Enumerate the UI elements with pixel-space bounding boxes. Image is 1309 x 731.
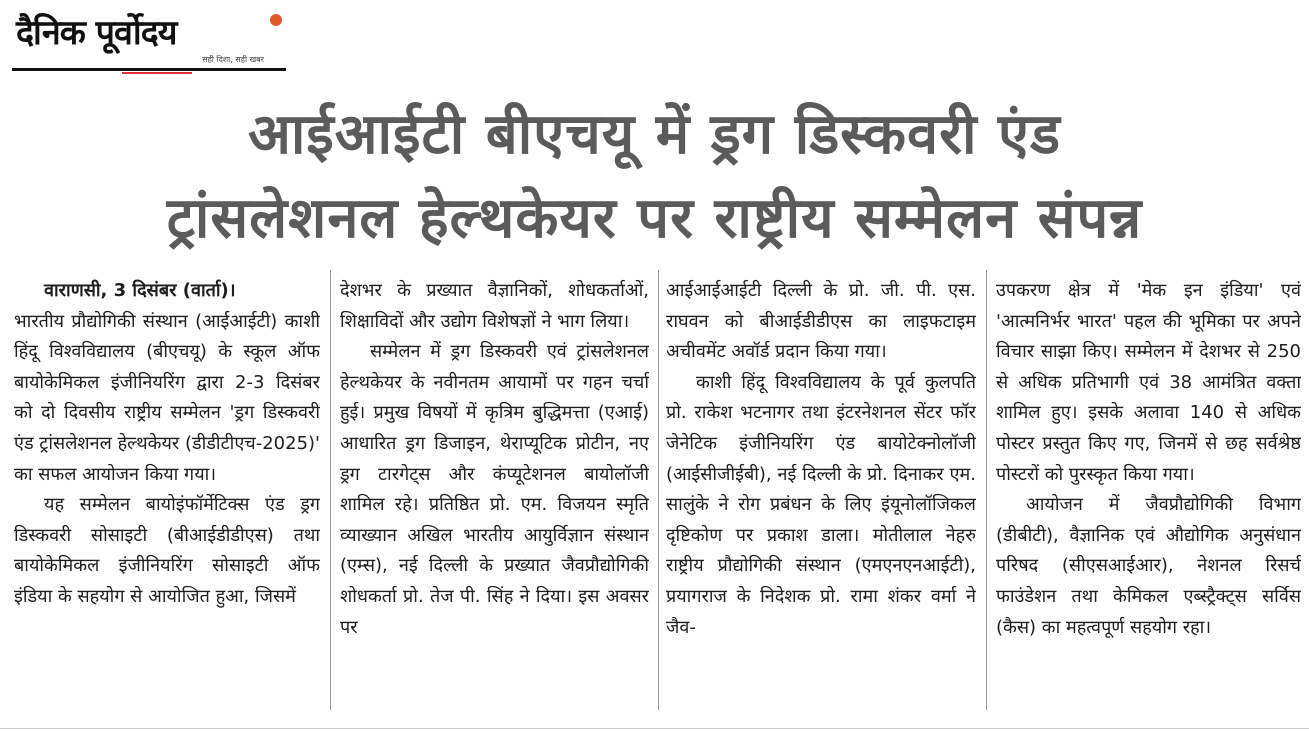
- column-divider: [658, 270, 659, 710]
- paragraph: देशभर के प्रख्यात वैज्ञानिकों, शोधकर्ताओं, शिक्षाविदों और उद्योग विशेषज्ञों ने भाग लिया।: [340, 280, 649, 332]
- dateline-text: वाराणसी, 3 दिसंबर (वार्ता)।: [44, 280, 236, 301]
- article-column-1: [14, 276, 320, 716]
- column-divider: [330, 270, 331, 710]
- masthead: [12, 6, 286, 72]
- paragraph: सम्मेलन में ड्रग डिस्कवरी एवं ट्रांसलेशनल हेल्थकेयर के नवीनतम आयामों पर गहन चर्चा हुई। प्रमुख विषयों में कृत्रिम बुद्धिमत्ता (एआई) आधारित ड्रग डिजाइन, थेराप्यूटिक प्रोटीन, नए ड्रग टारगेट्स और कंप्यूटेशनल बायोलॉजी शामिल रहे। प्रतिष्ठित प्रो. एम. विजयन स्मृति व्याख्यान अखिल भारतीय आयुर्विज्ञान संस्थान (एम्स), नई दिल्ली के प्रख्यात जैवप्रौद्योगिकी शोधकर्ता प्रो. तेज पी. सिंह ने दिया। इस अवसर पर: [340, 341, 649, 638]
- paragraph: भारतीय प्रौद्योगिकी संस्थान (आईआईटी) काशी हिंदू विश्वविद्यालय (बीएचयू) के स्कूल ऑफ बायोकेमिकल इंजीनियरिंग द्वारा 2-3 दिसंबर को दो दिवसीय राष्ट्रीय सम्मेलन 'ड्रग डिस्कवरी एंड ट्रांसलेशनल हेल्थकेयर (डीडीटीएच-2025)' का सफल आयोजन किया गया।: [14, 310, 320, 485]
- masthead-tagline: सही दिशा, सही खबर: [202, 55, 264, 64]
- article-column-2: [340, 276, 649, 716]
- paragraph: आयोजन में जैवप्रौद्योगिकी विभाग (डीबीटी), वैज्ञानिक एवं औद्योगिक अनुसंधान परिषद (सीएसआईआर), नेशनल रिसर्च फाउंडेशन तथा केमिकल एब्स्ट्रैक्ट्स सर्विस (कैस) का महत्वपूर्ण सहयोग रहा।: [996, 494, 1301, 638]
- column-divider: [986, 270, 987, 710]
- newspaper-logo: दैनिक पूर्वोदय: [16, 13, 177, 53]
- paragraph: उपकरण क्षेत्र में 'मेक इन इंडिया' एवं 'आत्मनिर्भर भारत' पहल की भूमिका पर अपने विचार साझा किए। सम्मेलन में देशभर से 250 से अधिक प्रतिभागी एवं 38 आमंत्रित वक्ता शामिल हुए। इसके अलावा 140 से अधिक पोस्टर प्रस्तुत किए गए, जिनमें से छह सर्वश्रेष्ठ पोस्टरों को पुरस्कृत किया गया।: [996, 280, 1301, 485]
- paragraph: यह सम्मेलन बायोइंफॉर्मेटिक्स एंड ड्रग डिस्कवरी सोसाइटी (बीआईडीडीएस) तथा बायोकेमिकल इंजीनियरिंग सोसाइटी ऑफ इंडिया के सहयोग से आयोजित हुआ, जिसमें: [14, 494, 320, 607]
- paragraph: आईआईआईटी दिल्ली के प्रो. जी. पी. एस. राघवन को बीआईडीडीएस का लाइफटाइम अचीवमेंट अवॉर्ड प्रदान किया गया।: [666, 280, 976, 363]
- headline-line-1: आईआईटी बीएचयू में ड्रग डिस्कवरी एंड: [248, 102, 1061, 167]
- masthead-rule: [12, 68, 286, 71]
- article-column-4: [996, 276, 1301, 716]
- masthead-accent-rule: [122, 72, 192, 74]
- footer-rule: [0, 728, 1309, 729]
- paragraph: काशी हिंदू विश्वविद्यालय के पूर्व कुलपति प्रो. राकेश भटनागर तथा इंटरनेशनल सेंटर फॉर जेनेटिक इंजीनियरिंग एंड बायोटेक्नोलॉजी (आईसीजीईबी), नई दिल्ली के प्रो. दिनाकर एम. सालुंके ने रोग प्रबंधन के लिए इंयूनोलॉजिकल दृष्टिकोण पर प्रकाश डाला। मोतीलाल नेहरु राष्ट्रीय प्रौद्योगिकी संस्थान (एमएनएनआईटी), प्रयागराज के निदेशक प्रो. रामा शंकर वर्मा ने जैव-: [666, 371, 976, 638]
- logo-dot-icon: [270, 14, 282, 26]
- headline-line-2: ट्रांसलेशनल हेल्थकेयर पर राष्ट्रीय सम्मेलन संपन्न: [166, 186, 1143, 251]
- dateline: [14, 276, 320, 307]
- article-column-3: [666, 276, 976, 716]
